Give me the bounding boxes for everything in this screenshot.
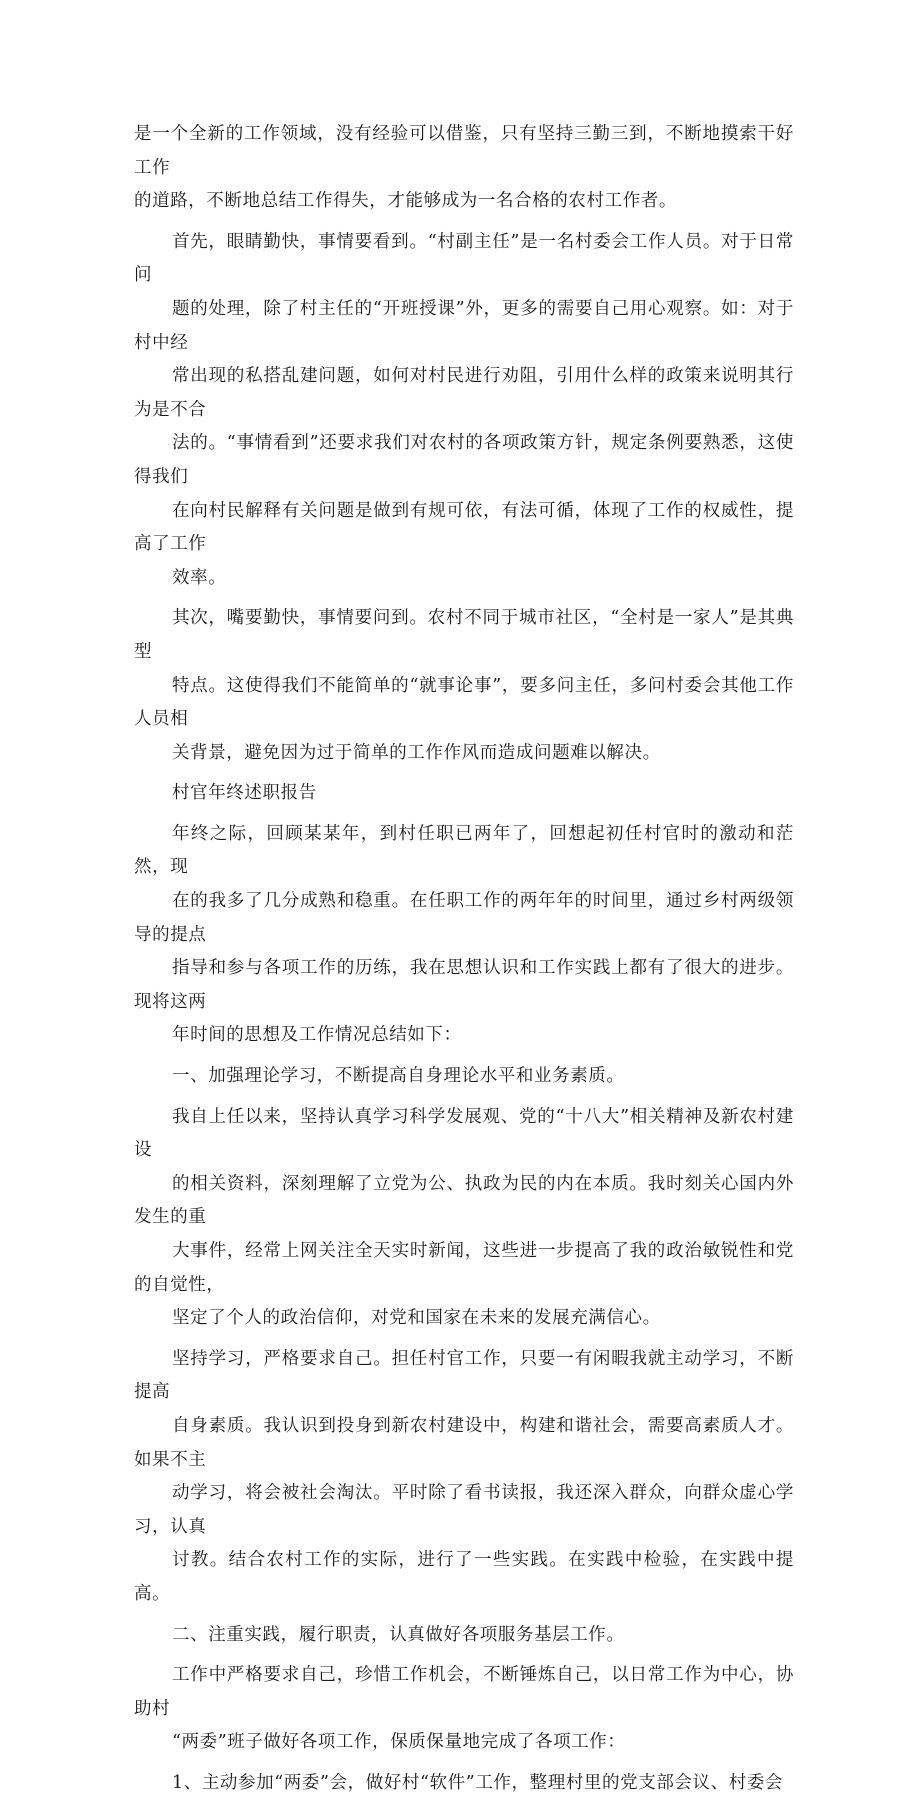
paragraph — [134, 602, 794, 770]
text-line: 在向村民解释有关问题是做到有规可依，有法可循，体现了工作的权威性，提高了工作 — [134, 500, 794, 555]
text-line: 二、注重实践，履行职责，认真做好各项服务基层工作。 — [172, 1624, 625, 1645]
text-line: 村官年终述职报告 — [172, 783, 317, 804]
paragraph — [134, 1659, 794, 1760]
text-line: 的道路，不断地总结工作得失，才能够成为一名合格的农村工作者。 — [134, 191, 677, 212]
text-line: 效率。 — [172, 567, 227, 588]
text-line: 在的我多了几分成熟和稳重。在任职工作的两年年的时间里，通过乡村两级领导的提点 — [134, 891, 794, 945]
text-line: 坚定了个人的政治信仰，对党和国家在未来的发展充满信心。 — [172, 1308, 661, 1329]
text-line: 首先，眼睛勤快，事情要看到。“村副主任”是一名村委会工作人员。对于日常问 — [134, 231, 794, 286]
text-line: “两委”班子做好各项工作，保质保量地完成了各项工作： — [172, 1732, 626, 1753]
text-line: 讨教。结合农村工作的实际，进行了一些实践。在实践中检验，在实践中提高。 — [134, 1550, 794, 1604]
text-line: 我自上任以来，坚持认真学习科学发展观、党的“十八大”相关精神及新农村建设 — [134, 1106, 794, 1161]
text-line: 动学习，将会被社会淘汰。平时除了看书读报，我还深入群众，向群众虚心学习，认真 — [134, 1483, 794, 1537]
document-body — [134, 118, 794, 1801]
text-line: 工作中严格要求自己，珍惜工作机会，不断锤炼自己，以日常工作为中心，协助村 — [134, 1665, 794, 1719]
paragraph — [134, 1060, 794, 1094]
text-line: 特点。这使得我们不能简单的“就事论事”，要多问主任，多问村委会其他工作人员相 — [134, 675, 794, 730]
text-line: 年终之际，回顾某某年，到村任职已两年了，回想起初任村官时的激动和茫然，现 — [134, 823, 794, 878]
text-line: 一、加强理论学习，不断提高自身理论水平和业务素质。 — [172, 1066, 625, 1087]
text-line: 1、主动参加“两委”会，做好村“软件”工作，整理村里的党支部会议、村委会 — [172, 1772, 784, 1793]
paragraph — [134, 818, 794, 1053]
paragraph — [134, 226, 794, 596]
paragraph — [134, 1343, 794, 1612]
text-line: 是一个全新的工作领域，没有经验可以借鉴，只有坚持三勤三到，不断地摸索干好工作 — [134, 124, 794, 178]
text-line: 坚持学习，严格要求自己。担任村官工作，只要一有闲暇我就主动学习，不断提高 — [134, 1348, 794, 1403]
text-line: 法的。“事情看到”还要求我们对农村的各项政策方针，规定条例要熟悉，这使得我们 — [134, 433, 794, 487]
text-line: 大事件，经常上网关注全天实时新闻，这些进一步提高了我的政治敏锐性和党的自觉性， — [134, 1241, 794, 1295]
text-line: 常出现的私搭乱建问题，如何对村民进行劝阻，引用什么样的政策来说明其行为是不合 — [134, 366, 794, 420]
paragraph — [134, 1767, 794, 1801]
text-line: 的相关资料，深刻理解了立党为公、执政为民的内在本质。我时刻关心国内外发生的重 — [134, 1173, 794, 1228]
text-line: 年时间的思想及工作情况总结如下： — [172, 1025, 462, 1046]
text-line: 题的处理，除了村主任的“开班授课”外，更多的需要自己用心观察。如：对于村中经 — [134, 298, 794, 353]
text-line: 关背景，避免因为过于简单的工作作风而造成问题难以解决。 — [172, 742, 661, 763]
text-line: 指导和参与各项工作的历练，我在思想认识和工作实践上都有了很大的进步。现将这两 — [134, 958, 794, 1012]
text-line: 自身素质。我认识到投身到新农村建设中，构建和谐社会，需要高素质人才。如果不主 — [134, 1415, 794, 1470]
paragraph — [134, 1619, 794, 1653]
paragraph — [134, 777, 794, 811]
text-line: 其次，嘴要勤快，事情要问到。农村不同于城市社区，“全村是一家人”是其典型 — [134, 608, 794, 662]
paragraph — [134, 118, 794, 219]
